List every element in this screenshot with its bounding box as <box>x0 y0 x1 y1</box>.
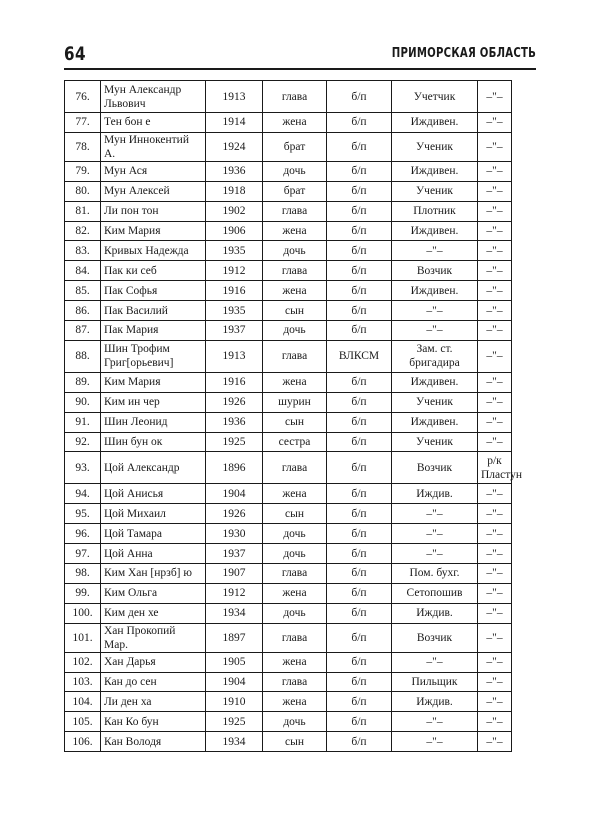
table-row <box>65 392 512 412</box>
occupation: Иждивен. <box>392 372 478 392</box>
birth-year: 1934 <box>206 732 263 752</box>
occupation: Зам. ст. бригадира <box>392 340 478 372</box>
birth-year: 1937 <box>206 544 263 564</box>
party-status: б/п <box>327 583 392 603</box>
row-number: 97. <box>65 544 101 564</box>
birth-year: 1926 <box>206 392 263 412</box>
occupation: –"– <box>392 301 478 321</box>
note: –"– <box>478 672 512 692</box>
page-header <box>64 43 536 69</box>
person-name: Пак Мария <box>101 321 206 341</box>
person-name: Мун Александр Львович <box>101 81 206 113</box>
party-status: б/п <box>327 712 392 732</box>
person-name: Ким ден хе <box>101 603 206 623</box>
family-relation: дочь <box>263 161 327 181</box>
occupation: Иждивен. <box>392 161 478 181</box>
table-row <box>65 241 512 261</box>
table-row <box>65 524 512 544</box>
table-row <box>65 672 512 692</box>
note: –"– <box>478 732 512 752</box>
birth-year: 1902 <box>206 201 263 221</box>
occupation: Иждивен. <box>392 412 478 432</box>
occupation: Возчик <box>392 261 478 281</box>
row-number: 101. <box>65 623 101 652</box>
table-row <box>65 340 512 372</box>
party-status: ВЛКСМ <box>327 340 392 372</box>
birth-year: 1904 <box>206 484 263 504</box>
note: –"– <box>478 692 512 712</box>
party-status: б/п <box>327 432 392 452</box>
note: –"– <box>478 603 512 623</box>
occupation: Пом. бухг. <box>392 564 478 584</box>
party-status: б/п <box>327 261 392 281</box>
row-number: 80. <box>65 181 101 201</box>
row-number: 84. <box>65 261 101 281</box>
birth-year: 1905 <box>206 652 263 672</box>
family-relation: глава <box>263 672 327 692</box>
person-name: Шин бун ок <box>101 432 206 452</box>
party-status: б/п <box>327 321 392 341</box>
family-relation: жена <box>263 652 327 672</box>
note: –"– <box>478 524 512 544</box>
table-row <box>65 484 512 504</box>
person-name: Пак ки себ <box>101 261 206 281</box>
birth-year: 1912 <box>206 583 263 603</box>
row-number: 85. <box>65 281 101 301</box>
birth-year: 1916 <box>206 281 263 301</box>
person-name: Цой Анисья <box>101 484 206 504</box>
family-relation: брат <box>263 132 327 161</box>
note: –"– <box>478 484 512 504</box>
row-number: 76. <box>65 81 101 113</box>
row-number: 94. <box>65 484 101 504</box>
birth-year: 1936 <box>206 412 263 432</box>
row-number: 95. <box>65 504 101 524</box>
party-status: б/п <box>327 672 392 692</box>
note: –"– <box>478 321 512 341</box>
row-number: 104. <box>65 692 101 712</box>
person-name: Цой Анна <box>101 544 206 564</box>
person-name: Кан Володя <box>101 732 206 752</box>
party-status: б/п <box>327 201 392 221</box>
person-name: Ким Хан [нрзб] ю <box>101 564 206 584</box>
occupation: Иждивен. <box>392 221 478 241</box>
party-status: б/п <box>327 372 392 392</box>
person-name: Мун Алексей <box>101 181 206 201</box>
birth-year: 1907 <box>206 564 263 584</box>
table-row <box>65 504 512 524</box>
birth-year: 1918 <box>206 181 263 201</box>
table-row <box>65 372 512 392</box>
person-name: Кривых Надежда <box>101 241 206 261</box>
row-number: 99. <box>65 583 101 603</box>
person-name: Цой Александр <box>101 452 206 484</box>
row-number: 79. <box>65 161 101 181</box>
person-name: Ли пон тон <box>101 201 206 221</box>
occupation: Ученик <box>392 181 478 201</box>
note: –"– <box>478 340 512 372</box>
note: –"– <box>478 181 512 201</box>
table-row <box>65 321 512 341</box>
row-number: 81. <box>65 201 101 221</box>
party-status: б/п <box>327 564 392 584</box>
table-row <box>65 583 512 603</box>
family-relation: дочь <box>263 544 327 564</box>
note: –"– <box>478 623 512 652</box>
table-row <box>65 221 512 241</box>
occupation: Ученик <box>392 392 478 412</box>
family-relation: глава <box>263 201 327 221</box>
person-name: Шин Леонид <box>101 412 206 432</box>
row-number: 102. <box>65 652 101 672</box>
running-title: ПРИМОРСКАЯ ОБЛАСТЬ <box>391 46 536 61</box>
party-status: б/п <box>327 524 392 544</box>
occupation: Возчик <box>392 623 478 652</box>
person-name: Тен бон е <box>101 113 206 133</box>
birth-year: 1897 <box>206 623 263 652</box>
birth-year: 1896 <box>206 452 263 484</box>
census-table <box>64 80 523 752</box>
person-name: Мун Ася <box>101 161 206 181</box>
table-row <box>65 181 512 201</box>
note: –"– <box>478 241 512 261</box>
party-status: б/п <box>327 132 392 161</box>
person-name: Хан Дарья <box>101 652 206 672</box>
row-number: 82. <box>65 221 101 241</box>
person-name: Цой Михаил <box>101 504 206 524</box>
row-number: 106. <box>65 732 101 752</box>
occupation: –"– <box>392 524 478 544</box>
note: –"– <box>478 281 512 301</box>
occupation: Пильщик <box>392 672 478 692</box>
note: –"– <box>478 113 512 133</box>
row-number: 83. <box>65 241 101 261</box>
occupation: –"– <box>392 241 478 261</box>
table-row <box>65 281 512 301</box>
note: –"– <box>478 221 512 241</box>
note: –"– <box>478 261 512 281</box>
party-status: б/п <box>327 181 392 201</box>
birth-year: 1930 <box>206 524 263 544</box>
header-rule <box>64 68 536 70</box>
occupation: Иждив. <box>392 484 478 504</box>
person-name: Мун Иннокентий А. <box>101 132 206 161</box>
row-number: 87. <box>65 321 101 341</box>
family-relation: дочь <box>263 241 327 261</box>
party-status: б/п <box>327 452 392 484</box>
note: –"– <box>478 564 512 584</box>
occupation: Плотник <box>392 201 478 221</box>
family-relation: жена <box>263 113 327 133</box>
person-name: Пак Софья <box>101 281 206 301</box>
party-status: б/п <box>327 301 392 321</box>
table-row <box>65 452 512 484</box>
birth-year: 1936 <box>206 161 263 181</box>
row-number: 89. <box>65 372 101 392</box>
family-relation: жена <box>263 484 327 504</box>
table-row <box>65 432 512 452</box>
person-name: Ким Мария <box>101 221 206 241</box>
family-relation: жена <box>263 221 327 241</box>
birth-year: 1904 <box>206 672 263 692</box>
birth-year: 1924 <box>206 132 263 161</box>
person-name: Шин Трофим Григ[орьевич] <box>101 340 206 372</box>
table-row <box>65 81 512 113</box>
note: –"– <box>478 201 512 221</box>
table-row <box>65 732 512 752</box>
occupation: –"– <box>392 504 478 524</box>
birth-year: 1935 <box>206 301 263 321</box>
row-number: 77. <box>65 113 101 133</box>
family-relation: жена <box>263 372 327 392</box>
table-row <box>65 301 512 321</box>
party-status: б/п <box>327 241 392 261</box>
family-relation: брат <box>263 181 327 201</box>
party-status: б/п <box>327 692 392 712</box>
note: –"– <box>478 372 512 392</box>
table-row <box>65 564 512 584</box>
table-row <box>65 623 512 652</box>
occupation: Возчик <box>392 452 478 484</box>
occupation: Иждивен. <box>392 113 478 133</box>
party-status: б/п <box>327 392 392 412</box>
row-number: 90. <box>65 392 101 412</box>
party-status: б/п <box>327 484 392 504</box>
note: –"– <box>478 301 512 321</box>
note: –"– <box>478 81 512 113</box>
birth-year: 1925 <box>206 712 263 732</box>
table-row <box>65 603 512 623</box>
occupation: Сетопошив <box>392 583 478 603</box>
birth-year: 1935 <box>206 241 263 261</box>
row-number: 98. <box>65 564 101 584</box>
table-row <box>65 113 512 133</box>
family-relation: сестра <box>263 432 327 452</box>
note: р/к Пластун <box>478 452 512 484</box>
row-number: 93. <box>65 452 101 484</box>
note: –"– <box>478 583 512 603</box>
person-name: Ким ин чер <box>101 392 206 412</box>
family-relation: глава <box>263 81 327 113</box>
party-status: б/п <box>327 603 392 623</box>
family-relation: глава <box>263 340 327 372</box>
birth-year: 1916 <box>206 372 263 392</box>
person-name: Пак Василий <box>101 301 206 321</box>
occupation: Иждив. <box>392 603 478 623</box>
birth-year: 1925 <box>206 432 263 452</box>
row-number: 91. <box>65 412 101 432</box>
party-status: б/п <box>327 623 392 652</box>
occupation: –"– <box>392 712 478 732</box>
occupation: Ученик <box>392 432 478 452</box>
party-status: б/п <box>327 732 392 752</box>
row-number: 100. <box>65 603 101 623</box>
party-status: б/п <box>327 81 392 113</box>
birth-year: 1914 <box>206 113 263 133</box>
family-relation: шурин <box>263 392 327 412</box>
table-row <box>65 544 512 564</box>
person-name: Ким Ольга <box>101 583 206 603</box>
party-status: б/п <box>327 504 392 524</box>
table-row <box>65 132 512 161</box>
party-status: б/п <box>327 281 392 301</box>
table-row <box>65 261 512 281</box>
birth-year: 1912 <box>206 261 263 281</box>
family-relation: сын <box>263 412 327 432</box>
birth-year: 1913 <box>206 81 263 113</box>
occupation: Иждив. <box>392 692 478 712</box>
row-number: 88. <box>65 340 101 372</box>
note: –"– <box>478 712 512 732</box>
note: –"– <box>478 652 512 672</box>
family-relation: жена <box>263 583 327 603</box>
family-relation: дочь <box>263 712 327 732</box>
row-number: 92. <box>65 432 101 452</box>
family-relation: сын <box>263 301 327 321</box>
party-status: б/п <box>327 652 392 672</box>
person-name: Ли ден ха <box>101 692 206 712</box>
table-row <box>65 652 512 672</box>
party-status: б/п <box>327 221 392 241</box>
family-relation: сын <box>263 504 327 524</box>
note: –"– <box>478 432 512 452</box>
occupation: –"– <box>392 544 478 564</box>
row-number: 86. <box>65 301 101 321</box>
person-name: Кан до сен <box>101 672 206 692</box>
table-row <box>65 692 512 712</box>
party-status: б/п <box>327 113 392 133</box>
row-number: 78. <box>65 132 101 161</box>
family-relation: глава <box>263 564 327 584</box>
birth-year: 1906 <box>206 221 263 241</box>
birth-year: 1913 <box>206 340 263 372</box>
birth-year: 1910 <box>206 692 263 712</box>
person-name: Хан Прокопий Мар. <box>101 623 206 652</box>
row-number: 105. <box>65 712 101 732</box>
note: –"– <box>478 504 512 524</box>
birth-year: 1937 <box>206 321 263 341</box>
note: –"– <box>478 392 512 412</box>
party-status: б/п <box>327 412 392 432</box>
row-number: 103. <box>65 672 101 692</box>
person-name: Цой Тамара <box>101 524 206 544</box>
occupation: –"– <box>392 321 478 341</box>
page-number: 64 <box>64 43 86 65</box>
occupation: Иждивен. <box>392 281 478 301</box>
occupation: Учетчик <box>392 81 478 113</box>
family-relation: глава <box>263 261 327 281</box>
person-name: Ким Мария <box>101 372 206 392</box>
party-status: б/п <box>327 161 392 181</box>
family-relation: жена <box>263 281 327 301</box>
table-row <box>65 712 512 732</box>
family-relation: глава <box>263 452 327 484</box>
note: –"– <box>478 132 512 161</box>
family-relation: дочь <box>263 524 327 544</box>
birth-year: 1926 <box>206 504 263 524</box>
note: –"– <box>478 161 512 181</box>
occupation: –"– <box>392 732 478 752</box>
party-status: б/п <box>327 544 392 564</box>
family-relation: жена <box>263 692 327 712</box>
table-row <box>65 201 512 221</box>
family-relation: сын <box>263 732 327 752</box>
family-relation: дочь <box>263 603 327 623</box>
family-relation: дочь <box>263 321 327 341</box>
row-number: 96. <box>65 524 101 544</box>
note: –"– <box>478 544 512 564</box>
table-row <box>65 161 512 181</box>
occupation: –"– <box>392 652 478 672</box>
person-name: Кан Ко бун <box>101 712 206 732</box>
table-row <box>65 412 512 432</box>
family-relation: глава <box>263 623 327 652</box>
occupation: Ученик <box>392 132 478 161</box>
birth-year: 1934 <box>206 603 263 623</box>
note: –"– <box>478 412 512 432</box>
